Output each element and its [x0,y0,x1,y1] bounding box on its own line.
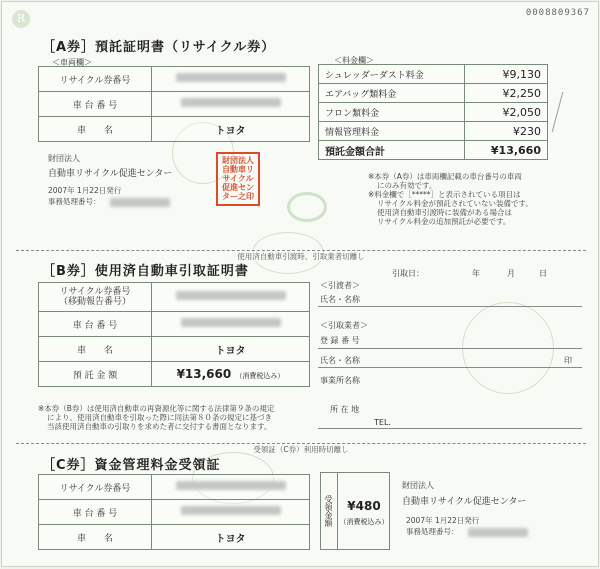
tax-note: （消費税込み） [339,518,389,526]
recycle-ticket-document [1,1,599,567]
pen-mark [552,92,578,132]
address-line [318,428,582,429]
table-row [39,500,310,525]
chassis-number-value [152,312,310,337]
issue-date: 2007年 1月22日発行 [406,516,480,525]
recycle-logo-icon [287,192,327,222]
chassis-number-value [152,500,310,525]
fee-total-label: 預託金額合計 [319,141,465,160]
fee-table [318,64,548,160]
car-name-label: 車 名 [39,337,152,362]
tel-label: TEL. [374,418,391,427]
office-number-value [110,198,170,207]
received-amount-label: 受領金額 [321,473,338,549]
handover-name-label: 氏名・名称 [320,295,360,304]
issue-date: 2007年 1月22日発行 [48,186,122,195]
table-row [39,475,310,500]
note-line: ※本券（A券）は車両欄記載の車台番号の車両 [368,172,522,181]
ticket-number-value [152,475,310,500]
cut-line-caption: 使用済自動車引渡時、引取業者切離し [233,252,369,261]
section-b-title: ［B券］使用済自動車引取証明書 [42,264,249,279]
table-row [39,117,310,142]
ticket-number-label: リサイクル券番号 [39,475,152,500]
month-label: 月 [507,269,515,278]
fee-item-label: フロン類料金 [319,103,465,122]
car-name-value: トヨタ [152,525,310,550]
note-line: にのみ有効です。 [377,181,437,190]
car-name-label: 車 名 [39,117,152,142]
ticket-number-value [152,67,310,92]
received-amount-box [320,472,390,550]
logo-icon: R [12,10,30,28]
handover-name-line [318,306,582,307]
registration-line [318,348,582,349]
ticket-number-label-line1: リサイクル券番号 [59,287,131,297]
registration-number-label: 登 録 番 号 [320,336,360,345]
section-b-notes [38,404,318,431]
fee-label: ＜料金欄＞ [334,56,374,65]
official-seal: 財団法人自動車リサイクル促進センター之印 [216,152,260,206]
fee-item-amount: ¥230 [465,122,548,141]
pickup-date-label: 引取日： [392,269,424,278]
table-row [39,337,310,362]
vehicle-table [38,66,310,142]
table-row [39,283,310,312]
car-name-value: トヨタ [152,337,310,362]
section-c-title: ［C券］資金管理料金受領証 [42,458,221,473]
fee-item-amount: ¥2,250 [465,84,548,103]
table-row [319,65,548,84]
org-name: 自動車リサイクル促進センター [402,497,527,507]
table-row [319,122,548,141]
fee-item-label: シュレッダーダスト料金 [319,65,465,84]
office-number-value [468,528,528,537]
fee-item-label: 情報管理料金 [319,122,465,141]
office-name-label: 事業所名称 [320,376,360,385]
pickup-table [38,282,310,387]
section-a-notes [368,172,594,226]
table-row [39,67,310,92]
note-line: により、使用済自動車を引取った際に同法第８０条の規定に基づき [47,413,272,422]
note-line: 当該使用済自動車の引取りを求めた者に交付する書面となります。 [47,422,272,431]
seal-mark: 印 [564,356,572,365]
org-name: 自動車リサイクル促進センター [48,169,173,179]
address-label: 所 在 地 [330,405,360,414]
chassis-number-value [152,92,310,117]
received-amount-value: ¥480 [347,499,381,513]
note-line: ※料金欄で［*****］と表示されている項目は [368,190,521,199]
receiver-name-line [318,367,582,368]
cut-line-caption: 受領証（C券）利用時切離し [249,445,352,454]
section-a-title: ［A券］預託証明書（リサイクル券） [42,40,276,55]
fee-item-amount: ¥9,130 [465,65,548,84]
tax-note: （消費税込み） [235,372,285,380]
office-number-label: 事務処理番号： [48,197,101,206]
day-label: 日 [539,269,547,278]
deposit-amount-value: ¥13,660 [176,367,232,381]
ticket-number-label [39,283,152,312]
deposit-amount-label: 預 託 金 額 [39,362,152,387]
fee-total-amount: ¥13,660 [465,141,548,160]
table-row [39,362,310,387]
car-name-value: トヨタ [152,117,310,142]
ticket-number-label: リサイクル券番号 [39,67,152,92]
table-row [39,92,310,117]
table-row [39,525,310,550]
deposit-amount-cell [152,362,310,387]
fee-item-amount: ¥2,050 [465,103,548,122]
table-row [319,103,548,122]
receiver-label: ＜引取業者＞ [320,321,368,330]
ticket-number-label-line2: （移動報告番号） [58,297,131,307]
handover-label: ＜引渡者＞ [320,281,360,290]
year-label: 年 [472,269,480,278]
fee-receipt-table [38,474,310,550]
org-prefix: 財団法人 [402,481,434,490]
chassis-number-label: 車 台 番 号 [39,92,152,117]
serial-number: 0008809367 [525,8,590,18]
table-row [319,141,548,160]
fee-item-label: エアバッグ類料金 [319,84,465,103]
note-line: リサイクル料金が預託されていない装備です。 [377,199,533,208]
table-row [39,312,310,337]
receiver-name-label: 氏名・名称 [320,356,360,365]
note-line: 使用済自動車引渡時に装備がある場合は [377,208,512,217]
table-row [319,84,548,103]
note-line: ※本券（B券）は使用済自動車の再資源化等に関する法律第９条の規定 [38,404,275,413]
chassis-number-label: 車 台 番 号 [39,500,152,525]
ticket-number-value [152,283,310,312]
car-name-label: 車 名 [39,525,152,550]
office-number-label: 事務処理番号： [406,527,459,536]
vehicle-label: ＜車両欄＞ [52,58,92,67]
org-prefix: 財団法人 [48,154,80,163]
chassis-number-label: 車 台 番 号 [39,312,152,337]
note-line: リサイクル料金の追加預託が必要です。 [377,217,511,226]
